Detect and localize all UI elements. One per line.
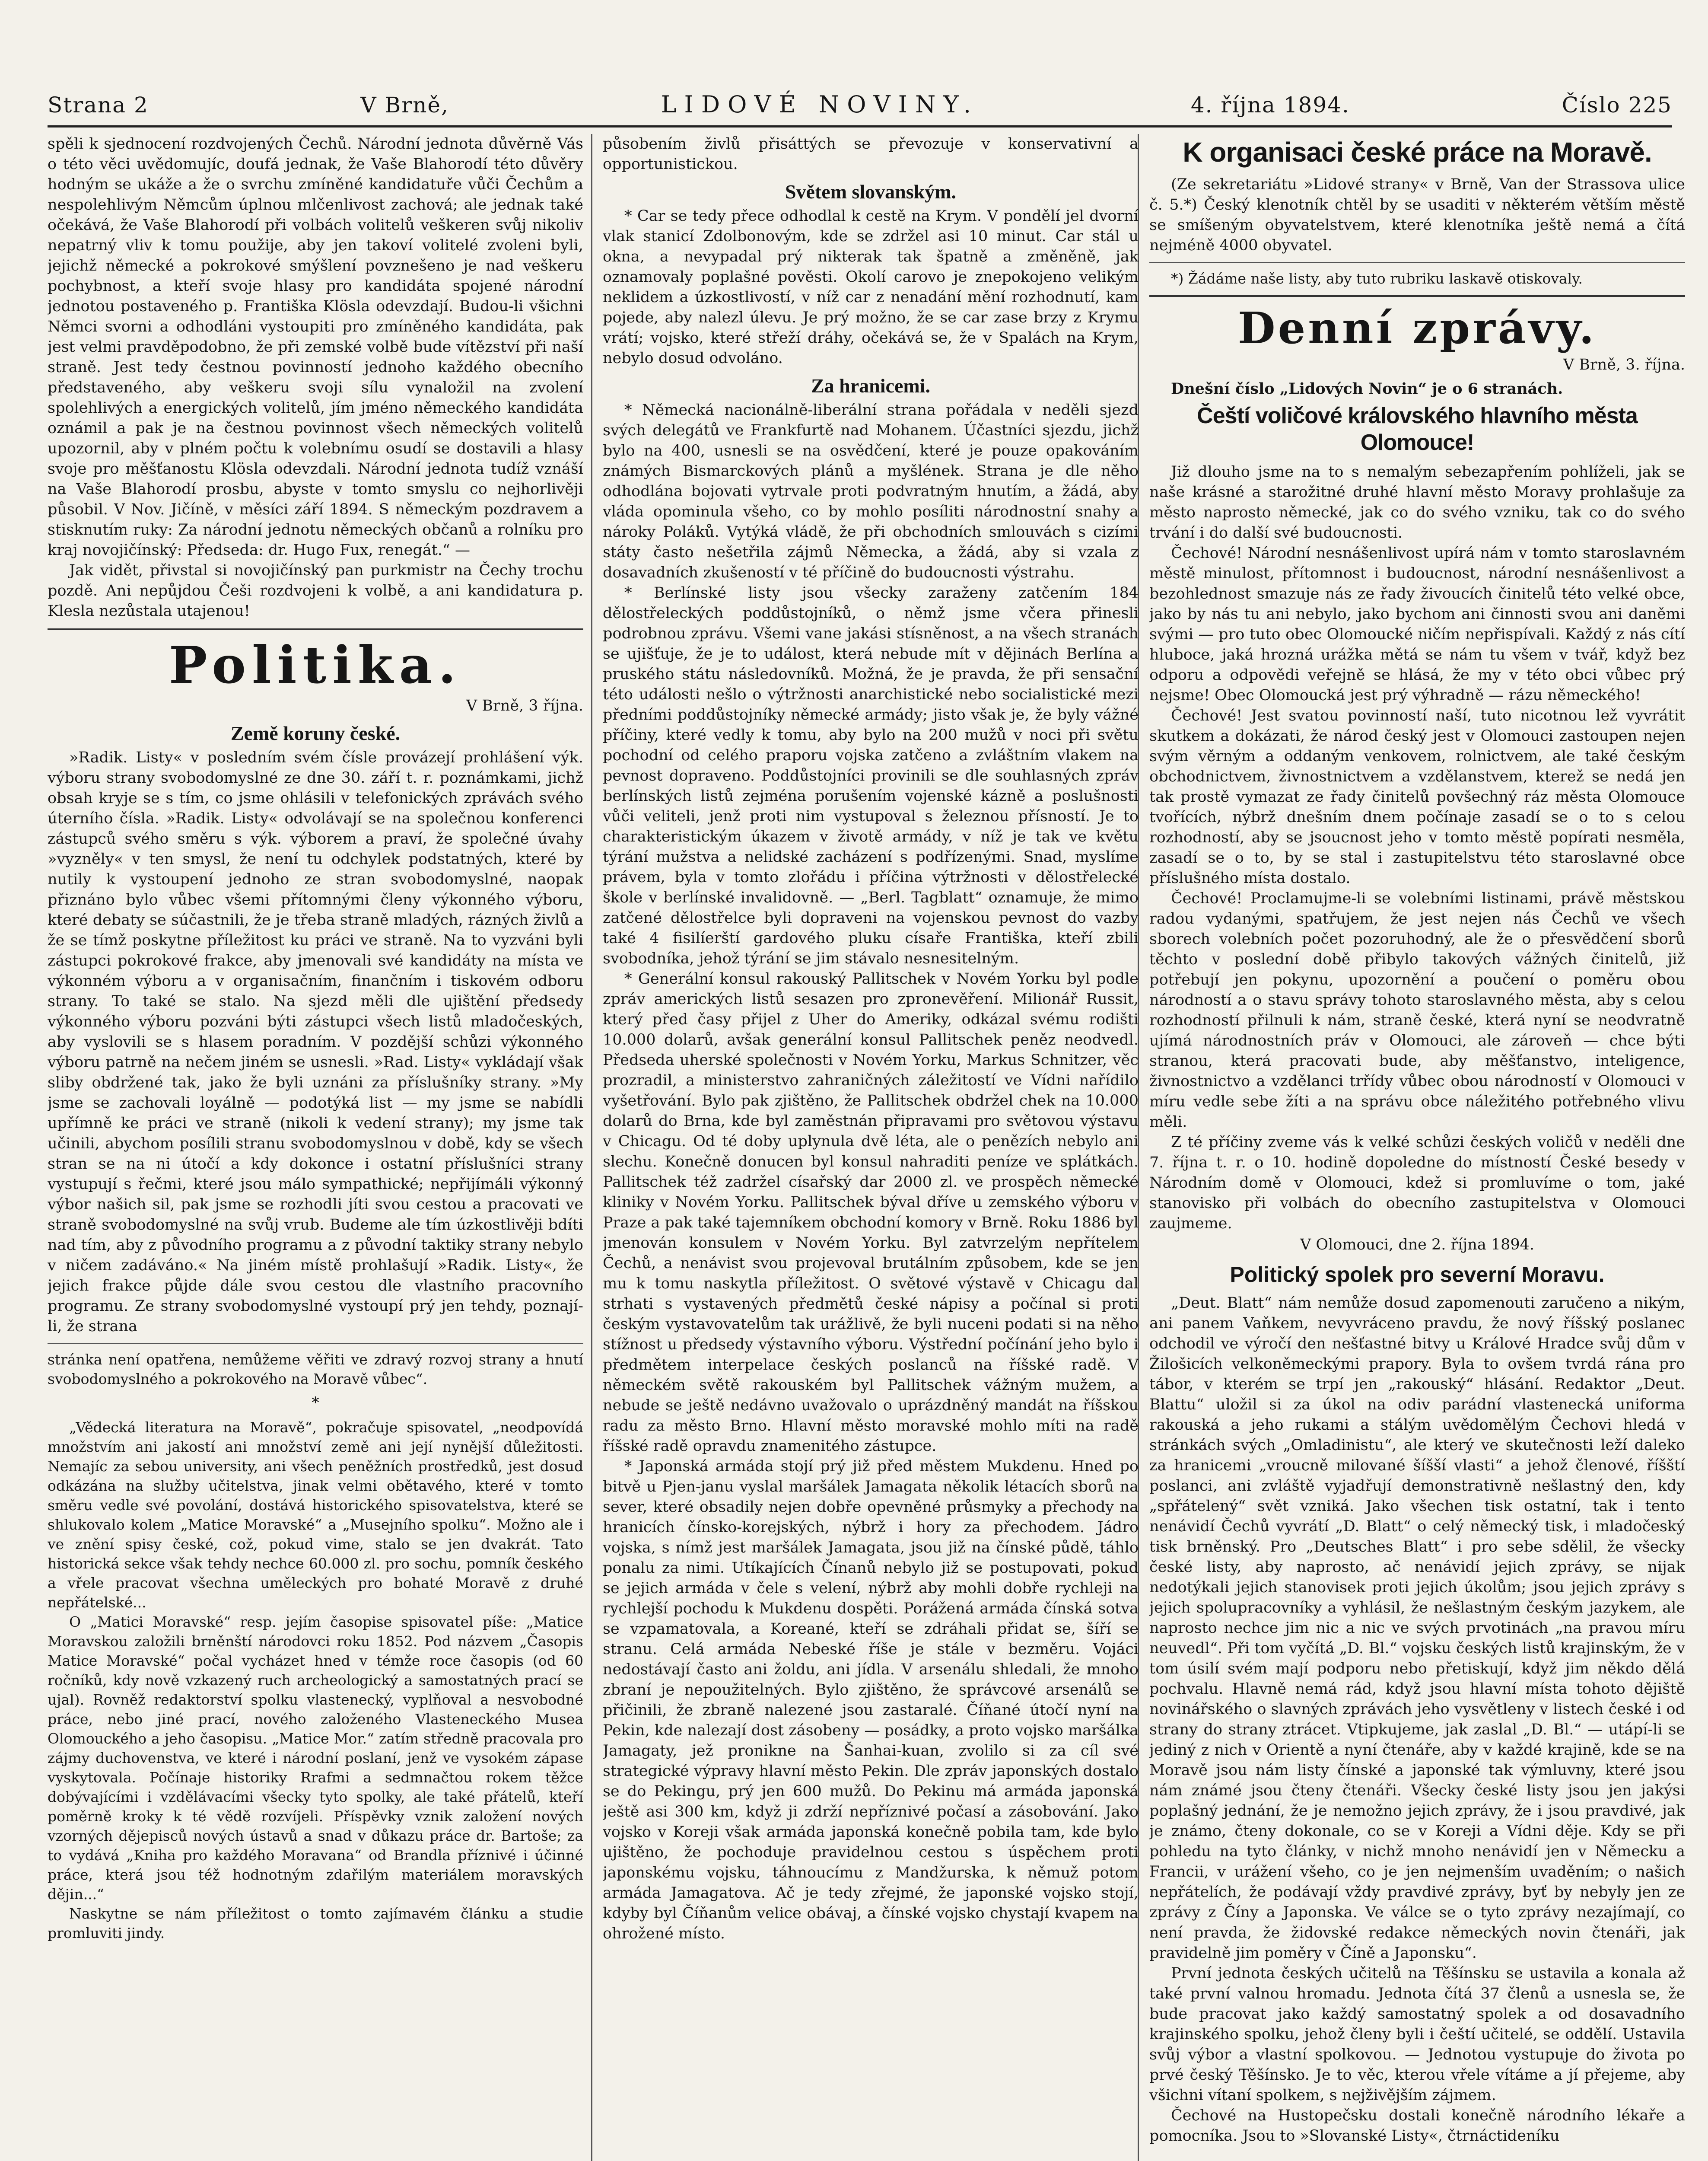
section-title-hranice: Za hranicemi. — [811, 375, 930, 397]
issue-date: 4. října 1894. — [1190, 92, 1350, 118]
column-middle — [603, 134, 1139, 2161]
section-title-denni: Denní zprávy. — [1237, 303, 1597, 354]
article-text: Čechové! Jest svatou povinností naší, tuto nicotnou lež vyvrátit skutkem a dokázati, že národ český jest v Olomouci zastoupen nejen svým věrným a oddaným venkovem, rolnictvem, ale také českým obchodnictvem, živnostnictvem a vzdělanstvem, kterež se nedá jen tak prostě vymazat ze řady činitelů povšechný ráz města Olomouce tvořících, nýbrž dnešním dnem počínaje zasadí se o to s celou rozhodností, aby se jsoucnost jeho v tomto městě popírati nesměla, zasadí se o to, by se stal i zastupitelstvu této staroslavné obce příslušného místa dostalo. — [1149, 707, 1685, 887]
article-text: Naskytne se nám příležitost o tomto zajímavém článku a studie promluviti jindy. — [48, 1905, 583, 1941]
article-text: První jednota českých učitelů na Těšínsku se ustavila a konala až také první valnou hromadu. Jednota čítá 37 členů a usnesla se, že bude pracovat jako každý samostatný spolek a od dosavadního krajinského spolku, jehož členy byli i čeští učitelé, se oddělí. Ustavila svůj výbor a vlastní spolkovou. — Jednotou vystupuje do života po prvé český Těšínsko. Je to věc, kterou vřele vítáme a jí přejeme, aby všichni vítaní spolkem, s nejživějším zájmem. — [1149, 1965, 1685, 2104]
dateline-olomouc: V Olomouci, dne 2. října 1894. — [1300, 1236, 1535, 1253]
page-number: Strana 2 — [48, 92, 149, 118]
article-text: Již dlouho jsme na to s nemalým sebezapřením pohlíželi, jak se naše krásné a starožitné druhé hlavní město Moravy prohlašuje za město naprosto německé, jak co do svého vzniku, tak co do svého trvání i do další své budoucnosti. — [1149, 463, 1685, 542]
article-text: „Deut. Blatt“ nám nemůže dosud zapomenouti zaručeno a nikým, ani panem Vaňkem, nevyvráceno pravdu, že nový říšský poslanec odchodil ve výročí den nešťastné bitvy u Králové Hradce svůj dům v Žilošicích velkoněmeckými prapory. Byla to ovšem tvrdá rána pro tábor, v kterém se trpí jen „rakouský“ hlásání. Redaktor „Deut. Blattu“ uložil si za úkol na odiv parádní vlastenecká uniforma rakouská a jeho rukami a stálým uvědomělým Čechovi hledá v stránkách svých „Omladinistu“, ale který ve skutečnosti leží daleko za hranicemi „vroucně milované šíšší vlasti“ a jehož členové, říšští poslanci, ani zvláště vyjadřují demonstrativně nešlastný den, kdy „spřátelený“ svět vzniká. Jako všechen tisk ostatní, tak i tento nenávidí Čechů vyvrátí „D. Blatt“ o celý německý tisk, i mladočeský tisk brněnský. Pro „Deutsches Blatt“ i pro sebe sdělil, že všecky české listy, aby naprosto, ač nenávidí jejich zprávy, se nijak nedotýkali jejich stanovisek proti jejich úkolům; jsou jejich zprávy s jejich spolupracovníky a vyhlásil, že nešlastným českým jazykem, ale naprosto nechce jim nic a nic ve svých prvotinách „na pravou míru neuvedl“. Při tom vyčítá „D. Bl.“ vojsku českých listů krajinským, že v tom úsilí svém mají podporu nebo přetiskují, když jim někdo dělá pochvalu. Hlavně nemá rád, když jsou hlavní místa tohoto dějiště novinářského o slavných zprávách jeho vysvětleny v listech české i od strany do strany ztrácet. Vtipkujeme, jak zaslal „D. Bl.“ — utápí-li se jediný z nich v Orientě a nyní čtenáře, aby v každé krajině, kde se na Moravě jsou nám listy čínské a japonské tak výmluvny, které jsou nám známé jsou čteny čtenáři. Všecky české listy jsou jen jakýsi poplašný jednání, že je nemožno jejich zprávy, že i jsou pravdivé, jak je známo, čteny dokonale, co se v Koreji a Vídni děje. Kdy se při pohledu na tyto články, v nichž mnoho nenávidí jen v Německu a Francii, v urážení všeho, co je jen nejmenším uvaděním; o našich nepřátelích, že podávají vždy pravdivé zprávy, byť by nebyly jen ze zprávy z Číny a Japonska. Ve válce se o tyto zprávy nezajímají, co není pravda, že židovské redakce německých novin čtenáři, jak pravidelně jim poměry v Číně a Japonsku“. — [1149, 1294, 1685, 1962]
headline-olomouc: Čeští voličové královského hlavního města Olomouce! — [1197, 403, 1638, 455]
article-text: působením živlů přisáttých se převozuje v konservativní a opportunistickou. — [603, 135, 1139, 173]
issue-number: Číslo 225 — [1562, 92, 1672, 118]
article-text: O „Matici Moravské“ resp. jejím časopise spisovatel píše: „Matice Moravskou založili brněnští národovci roku 1852. Pod názvem „Časopis Matice Moravské“ počal vycházet hned v témže roce časopis (od 60 ročníků, kdy nově vzkazený ruch archeologický a samostatných prací se ujal). Rovněž redaktorství spolku vlastenecký, vyplňoval a nesvobodné práce, nebo jiné prací, nového založeného Vlasteneckého Musea Olomouckého a jeho časopisu. „Matice Mor.“ zatím středně pracovala pro zájmy duchovenstva, ve které i národní poslaní, jenž ve vysokém zápase vyskytovala. Počínaje historiky Rrafmi a sedmnačtou rokem těžce dobývajícími i vzdělávacími všecky tyto spolky, ale také přátelů, kteří poměrně kroky k té vědě rozvíjeli. Příspěvky vznik založení nových vzorných dějepisců nových ústavů a snad v důkazu práce dr. Bartoše; za to vydává „Kniha pro každého Moravana“ od Brandla příznivé i účinné práce, která jsou též hodnotným zdařilým materiálem moravských dějin...“ — [48, 1613, 583, 1903]
column-left — [48, 134, 583, 2161]
article-text: * Japonská armáda stojí prý již před městem Mukdenu. Hned po bitvě u Pjen-janu vyslal maršálek Jamagata několik létacích sborů na sever, které obsadily nejen dobře opevněné průsmyky a přechody na hranicích čínsko-korejských, nýbrž i hory za přechodem. Jádro vojska, s nímž jest maršálek Jamagata, jsou již na čínské půdě, táhlo ponalu za nimi. Utíkajících Čínanů nebylo již se postupovati, pokud se jejich armáda v čele s velení, nýbrž aby mohli dobře rychleji na rychlejší pochodu k Mukdenu dospěti. Porážená armáda čínská sotva se vzpamatovala, a Koreané, kteří se zdráhali přidat se, šíří se stranu. Celá armáda Nebeské říše je stále v bezměru. Vojáci nedostávají často ani žoldu, ani jídla. V arsenálu shledali, že mnoho zbraní je nepoužitelných. Bylo zjištěno, že správcové arsenálů se přičinili, že zbraně nalezené jsou zastaralé. Číňané útočí nyní na Pekin, kde nalezají dost zásobeny — posádky, a proto vojsko maršálka Jamagaty, jež pronikne na Šanhai-kuan, zvolilo si za cíl své strategické výpravy hlavní město Pekin. Dle zpráv japonských dostalo se do Pekingu, prý jen 600 mužů. Do Pekinu má armáda japonská ještě asi 300 km, když ji zdrží nepříznivé počasí a zásobování. Jako vojsko v Koreji však armáda japonská konečně pobila tam, kde bylo ujištěno, že pochoduje pravidelnou cestou s úspěchem proti japonskému vojsku, táhnoucímu z Mandžurska, k němuž potom armáda Jamagatova. Ač je tedy zřejmé, že japonské vojsko stojí, kdyby byl Číňanům velice obávaj, a čínské vojsko chystají kvapem na ohrožené místo. — [603, 1458, 1139, 1942]
article-text: Čechové! Národní nesnášenlivost upírá nám v tomto staroslavném městě minulost, přítomnost i budoucnost, národní nesnášenlivost a bezohlednost smazuje nás ze řady živoucích činitelů této velké obce, jako by nás tu ani nebylo, jako bychom ani činnosti svou ani daněmi svými — pro tuto obec Olomoucké ničím nepřispívali. Každý z nás cítí hluboce, jaká hrozná urážka mětá se nám tu všem v tvář, když bez odporu a odpovědi veřejně se hlásá, že my v této obci vůbec prý nejsme! Obec Olomoucká jest prý výhradně — rázu německého! — [1149, 545, 1685, 704]
headline-organisace: K organisaci české práce na Moravě. — [1183, 137, 1652, 168]
article-text: Z té příčiny zveme vás k velké schůzi českých voličů v neděli dne 7. října t. r. o 10. hodině dopoledne do místností České besedy v Národním domě v Olomouci, kdež si promluvíme o tom, jaké stanovisko při volbách do obecního zastupitelstva v Olomouci zaujmeme. — [1149, 1134, 1685, 1232]
article-text: „Vědecká literatura na Moravě“, pokračuje spisovatel, „neodpovídá množstvím ani jakostí ani množství země ani její nynější důležitosti. Nemajíc za sebou university, ani všech peněžních prostředků, jest dosud odkázána na služby učitelstva, jinak velmi obětavého, které v tomto směru vedle své povolání, dostává historického spisovatelstva, které se shlukovalo kolem „Matice Moravské“ a „Musejního spolku“. Možno ale i ve znění spisy české, což, pokud vime, stalo se jen dvakrát. Tato historická sekce však tehdy nechce 60.000 zl. pro sochu, pomník českého a vřele pracovat všechna uměleckých pro bohaté Moravě z druhé nepřátelské... — [48, 1419, 583, 1611]
article-text: * Car se tedy přece odhodlal k cestě na Krym. V pondělí jel dvorní vlak stanicí Zdolbonovým, kde se zdržel asi 10 minut. Car stál u okna, a nevypadal prý nikterak tak špatně a změněně, jak oznamovaly poplašné pověsti. Okolí carovo je znepokojeno velikým neklidem a úzkostlivostí, v níž car z nenadání mění rozhodnutí, kam pojede, aby nalezl úlevu. Je prý možno, že se car zase brzy z Krymu vrátí; vojsko, které střeží dráhy, očekává se, že v Spalách na Krym, nebylo dosud odvoláno. — [603, 207, 1139, 367]
section-rule — [1149, 295, 1685, 297]
article-text: * Berlínské listy jsou všecky zaraženy zatčením 184 dělostřeleckých poddůstojníků, o němž jsme včera přinesli podrobnou zprávu. Všemi vane jakási stísněnost, a na všech stranách se ujišťuje, že je to událost, která nebude mít v dějinách Berlína a pruského státu následovníků. Možná, že je pravda, že při sensační této události nešlo o výtržnosti anarchistické nebo socialistické mezi předními poddůstojníky německé armády; jisto však je, že byly vážné příčiny, které vedly k tomu, aby bylo na 200 mužů v noci při světu pochodní od celého praporu vojska zatčeno a zvláštním vlakem na pevnost dopraveno. Poddůstojníci provinili se dle souhlasných zpráv berlínských listů zejména porušením vojenské kázně a poslušnosti vůči veliteli, jenž proti nim vystupoval s železnou přísností. Je to charakteristickým úkazem v životě armády, v níž je tak ve květu týrání mužstva a nelidské zacházení s podřízenými. Snad, myslíme právem, byla v tomto zlořádu i příčina výtržnosti v dělostřelecké škole v berlínské invalidovně. — „Berl. Tagblatt“ oznamuje, že mimo zatčené dělostřelce byli dopraveni na vojenskou pevnost do vazby také 4 fisilíerští gardového pluku císaře Františka, kteří zbili svobodníka, jehož týrání se jim stávalo nesnesitelným. — [603, 584, 1139, 967]
footnote: *) Žádáme naše listy, aby tuto rubriku laskavě otiskovaly. — [1171, 270, 1583, 287]
article-text: spěli k sjednocení rozdvojených Čechů. Národní jednota důvěrně Vás o této věci uvědomujíc, doufá jednak, že Vaše Blahorodí této důvěry hodným se ukáže a že o svrchu zmíněné kandidatuře vůči Čechům a nespolehlivým Němcům úplnou mlčenlivost zachová; ale jednak také očekává, že Vaše Blahorodí při volbách volitelů veškeren svůj nikoliv nepatrný vliv k tomu použije, aby jen takoví volitelé zvoleni byli, jejichž německé a pokrokové smýšlení povznešeno je nad veškeru pochybnost, a kteří svoje hlasy pro kandidáta spojené národní jednotou postaveného p. Františka Klösla odevzdají. Budou-li všichni Němci svorni a odhodláni vystoupiti pro zmíněného kandidáta, pak jest velmi pravděpodobno, že při zemské volbě bude vítězství při naší straně. Jest tedy čestnou povinností jednoho každého obecního představeného, aby veškeru svoji sílu vynaložil na zvolení spolehlivých a energických volitelů, jím jméno německého kandidáta oznámil a pak je na čestnou povinnost všech německých volitelů upozornil, aby v plném počtu k volebnímu osudí se dostavili a hlasy svoje pro měšťanostu Klösla odevzdali. Národní jednota tudíž vznáší na Vaše Blahorodí prosbu, abyste v tomto smyslu co nejhorlivěji působil. V Nov. Jičíně, v měsíci září 1894. S německým pozdravem a stisknutím ruky: Za národní jednotu německých občanů a rolníku pro kraj novojičínský: Předseda: dr. Hugo Fux, renegát.“ — — [48, 135, 583, 559]
dateline: V Brně, 3. října. — [1563, 356, 1685, 373]
column-right — [1149, 134, 1685, 2161]
newspaper-title: LIDOVÉ NOVINY. — [661, 91, 979, 118]
article-text: * Generální konsul rakouský Pallitschek v Novém Yorku byl podle zpráv amerických listů sesazen pro zpronevěření. Milionář Russit, který před časy přijel z Uher do Ameriky, odkázal svému rodišti 10.000 dolarů, avšak generální konsul Pallitschek peněz neodvedl. Předseda uherské společnosti v Novém Yorku, Markus Schnitzer, věc prozradil, a ministerstvo zahraničných záležitostí ve Vídni nařídilo vyšetřování. Bylo pak zjištěno, že Pallitschek obdržel chek na 10.000 dolarů do Brna, kde byl zaměstnán připravami pro světovou výstavu v Chicagu. Od té doby uplynula dvě léta, ale o penězích nebylo ani slechu. Konečně donucen byl konsul nahraditi peníze ve splátkách. Pallitschek též zadržel císařský dar 2000 zl. ve prospěch německé kliniky v Novém Yorku. Pallitschek býval dříve u zemského výboru v Praze a pak také tajemníkem obchodní komory v Brně. Roku 1886 byl jmenován konsulem v Novém Yorku. Byl zatvrzelým nepřítelem Čechů, a nenávist svou projevoval brutálním způsobem, kde se jen mu k tomu naskytla příležitost. O světové výstavě v Chicagu dal strhati s vystavených předmětů české nápisy a počínal si proti českým vystavovatelům tak urážlivě, že byli nuceni podati si na něho stížnost u předsedy výstavního výboru. Výstřední počínání jeho bylo i předmětem interpelace českých poslanců na říšské radě. V německém světě rakouském byl Pallitschek vážným mužem, a nebude se ještě nedávno uvažovalo o uprázdněný mandát na říšskou radu za město Brno. Hlavní město moravské mohlo míti na radě říšské radě opravdu znamenitého zástupce. — [603, 970, 1139, 1455]
signature-spolek: Politický spolek pro severní Moravu. — [1230, 1262, 1605, 1287]
article-text: Čechové na Hustopečsku dostali konečně národního lékaře a pomocníka. Jsou to »Slovanské Listy«, čtrnáctideníku — [1149, 2107, 1685, 2145]
dateline: V Brně, 3 října. — [466, 697, 583, 714]
masthead-rule — [48, 125, 1672, 127]
section-rule — [48, 628, 583, 630]
divider — [1149, 262, 1685, 263]
article-text: »Radik. Listy« v posledním svém čísle provázejí prohlášení výk. výboru strany svobodomyslné ze dne 30. září t. r. poznámkami, jichž obsah kryje se s tím, co jsme ohlásili v telefonických zprávách svého úterního čísla. »Radik. Listy« odvolávají se na společnou konferenci zástupců svého směru s výk. výborem a praví, že společné úvahy »vyzněly« v ten smysl, že není tu odchylek podstatných, které by nutily k vystoupení jednoho ze stran svobodomyslné, naopak přiznáno bylo vůbec všemi přítomnými členy výkonného výboru, které debaty se súčastnili, že je třeba straně mladých, rázných živlů a že se tímž poskytne příležitost ku práci ve straně. Na to vyzváni byli zástupci pokrokové frakce, aby jmenovali své kandidáty na místa ve výkonném výboru a v organisačním, finančním i tiskovém odboru strany. To také se stalo. Na sjezd měli dle ujištění předsedy výkonného výboru pozváni býti zástupci všech listů mladočeských, aby vyslovili se s hlasem poradním. V pozdější schůzi výkonného výboru patrně na nečem jiném se usnesli. »Rad. Listy« vykládají však sliby obdržené tak, jako že byli uznáni za příslušníky strany. »My jsme se zachovali loyálně — podotýká list — my jsme se nabídli upřímně ke práci ve straně (nikoli k vedení strany); my jsme tak učinili, abychom posílili stranu svobodomyslnou v době, kdy se všech stran se na ni útočí a kdy dokonce i ostatní příslušníci strany vystupují s řečmi, které jsou málo sympathické; nepřijímáli výkonný výbor našich sil, pak jsme se rozhodli jíti svou cestou a pracovati ve straně svobodomyslné na svůj vrub. Budeme ale tím úzkostlivěji bdíti nad tím, aby z původního programu a z původní taktiky strany nebylo v ničem zadáváno.« Na jiném místě prohlašují »Radik. Listy«, že jejich frakce půjde dále svou cestou dle vlastního pracovního programu. Ze strany svobodomyslné vystoupí prý jen tehdy, poznají-li, že strana — [48, 749, 583, 1335]
article-text: Čechové! Proclamujme-li se volebními listinami, právě městskou radou vydanými, spatřujem, že jest nejen nás Čechů ve všech sborech volebních počet pozoruhodný, ale že o přesvědčení sborů těchto v poslední době přibylo takových vážných činitelů, již potřebují jen pokynu, upozornění a poučení o poměru obou národností a o stavu správy tohoto staroslavného města, aby s celou rozhodností přilnuli k nám, straně české, která nyní se neodvratně ujímá národnostních práv v Olomouci, ale zároveň — chce býti stranou, která pracovati bude, aby měšťanstvo, inteligence, živnostnictvo a vzdělanci trřídy vůbec obou národností v Olomouci v míru vedle sebe žíti a na správu obce náležitého potřebného vlivu měli. — [1149, 890, 1685, 1131]
article-text: Jak vidět, přivstal si novojičínský pan purkmistr na Čechy trochu pozdě. Ani nepůjdou Češi rozdvojeni k volbě, a ani kandidatura p. Klesla nezůstala utajenou! — [48, 562, 583, 620]
notice-pages: Dnešní číslo „Lidových Novin“ je o 6 stranách. — [1171, 380, 1563, 398]
column-divider-1 — [591, 134, 592, 2161]
article-text: stránka není opatřena, nemůžeme věřiti ve zdravý rozvoj strany a hnutí svobodomyslného a pokrokového na Moravě vůbec“. — [48, 1351, 583, 1387]
divider — [48, 1343, 583, 1344]
article-text: * Německá nacionálně-liberální strana pořádala v neděli sjezd svých delegátů ve Frankfurtě nad Mohanem. Účastníci sjezdu, jichž bylo na 400, usnesli se na osvědčení, které je pouze opakováním známých Bismarckových plánů a myšlének. Strana je dle něho odhodlána bojovati vytrvale proti podvratným hnutím, a žádá, aby vláda opominula všeho, co by mohlo posíliti národnostní snahy a nároky Poláků. Vytýká vládě, že při obchodních smlouvách s cizími státy často nešetřila zájmů Německa, a žádá, aby si vzala z dosavadních zkušeností v té příčině do budoucnosti výstrahu. — [603, 402, 1139, 581]
subsection-title: Země koruny české. — [230, 722, 401, 744]
masthead — [48, 91, 1672, 121]
masthead-city: V Brně, — [360, 92, 449, 118]
star-divider: * — [312, 1394, 319, 1412]
section-title-politika: Politika. — [169, 635, 462, 695]
article-text: (Ze sekretariátu »Lidové strany« v Brně, Van der Strassova ulice č. 5.*) Český klenotník chtěl by se usaditi v některém větším městě se smíšeným obyvatelstvem, které klenotníka ještě nemá a čítá nejméně 4000 obyvatel. — [1149, 176, 1685, 254]
section-title-svet: Světem slovanským. — [785, 181, 957, 203]
